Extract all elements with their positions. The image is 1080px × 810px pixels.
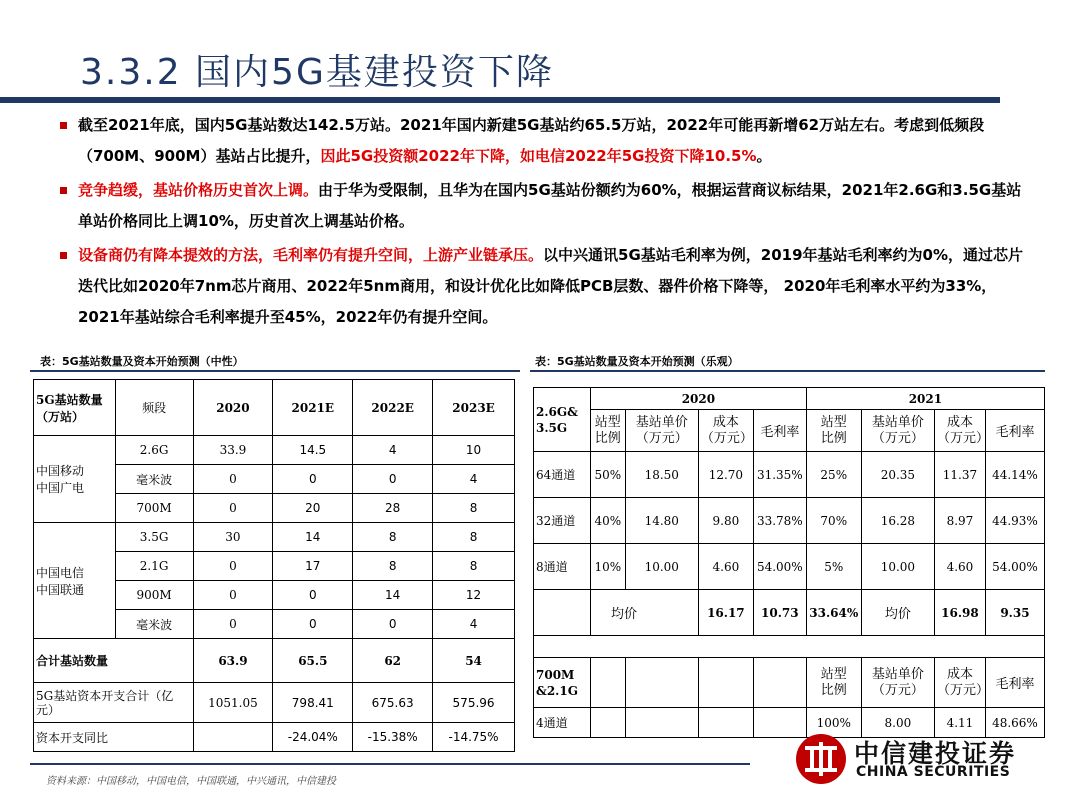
band-cell: 2.6G [115,436,193,465]
bullet-list [60,110,1035,333]
brand-logo [796,730,1026,790]
value-cell: 4.11 [935,708,986,738]
table-caption-optimistic: 表：5G基站数量及资本开始预测（乐观） [535,355,739,368]
empty-cell [625,708,698,738]
logo-english-text: CHINA SECURITIES [856,764,1011,780]
bullet-1-part-3: 。 [756,147,772,165]
value-cell: 8.00 [861,708,934,738]
value-cell: 54.00% [985,544,1044,590]
header-cell: 2022E [353,380,433,436]
table-row [534,452,1045,498]
bullet-3 [60,240,1035,333]
value-cell: 4 [433,465,515,494]
empty-cell [591,708,626,738]
value-cell: 0 [353,610,433,639]
bullet-2-part-2: 由于华为受限制，且华为在国内5G基站份额约为60%，根据运营商议标结果，2021年2.6G和3.5G基站单站价格同比上调10%，历史首次上调基站价格。 [78,181,1022,230]
sub-header: 站型 比例 [806,410,861,452]
capex-cell: 798.41 [273,683,353,723]
channel-label: 32通道 [534,498,591,544]
value-cell: 9.80 [698,498,753,544]
header-cell: 5G基站数量（万站） [34,380,116,436]
bullet-2 [60,175,1035,237]
total-cell: 63.9 [193,639,273,683]
average-cell: 16.17 [698,590,753,636]
value-cell: 4.60 [698,544,753,590]
table-header-row [34,380,515,436]
value-cell: 12.70 [698,452,753,498]
sub-header: 毛利率 [753,410,806,452]
value-cell: 33.78% [753,498,806,544]
table-row [34,436,515,465]
value-cell: 31.35% [753,452,806,498]
value-cell: 0 [193,552,273,581]
year-header: 2021 [806,388,1044,410]
value-cell: 10.00 [861,544,934,590]
sub-header: 基站单价 （万元） [861,658,934,708]
total-label: 合计基站数量 [34,639,194,683]
source-note: 资料来源：中国移动，中国电信，中国联通，中兴通讯，中信建投 [46,776,336,787]
empty-cell [625,658,698,708]
bullet-square-icon [60,187,67,194]
value-cell: 14 [273,523,353,552]
sub-header: 毛利率 [985,658,1044,708]
average-cell: 9.35 [985,590,1044,636]
value-cell: 0 [273,581,353,610]
footer-divider [30,763,750,765]
header-cell: 2021E [273,380,353,436]
band-cell: 700M [115,494,193,523]
total-row [34,639,515,683]
average-label: 均价 [861,590,934,636]
value-cell: 14 [353,581,433,610]
table-row [534,544,1045,590]
average-label: 均价 [591,590,699,636]
value-cell: 20.35 [861,452,934,498]
value-cell: 25% [806,452,861,498]
value-cell: 12 [433,581,515,610]
value-cell: 8 [433,552,515,581]
value-cell: 10 [433,436,515,465]
bullet-1-part-1: 截至2021年底，国内5G基站数达142.5万站。2021年国内新建5G基站约65.5万站，2022年可能再新增62万站左右。考虑到低频段（700M、900M）基站占比提升， [78,116,985,165]
capex-cell: 675.63 [353,683,433,723]
band-cell: 2.1G [115,552,193,581]
average-cell: 33.64% [806,590,861,636]
spacer-row [534,636,1045,658]
value-cell: 5% [806,544,861,590]
operator-cell: 中国移动 中国广电 [34,436,116,523]
value-cell: 48.66% [985,708,1044,738]
year-header-row [534,388,1045,410]
value-cell: 50% [591,452,626,498]
yoy-cell: -24.04% [273,723,353,752]
sub-header: 成本 （万元） [698,410,753,452]
value-cell: 40% [591,498,626,544]
empty-cell [698,658,753,708]
band-cell: 900M [115,581,193,610]
title-divider [0,97,1000,103]
bullet-3-part-2: 以中兴通讯5G基站毛利率为例，2019年基站毛利率约为0%，通过芯片迭代比如2020年7nm芯片商用、2022年5nm商用，和设计优化比如降低PCB层数、器件价格下降等， 2020年毛利率水平约为33%， 2021年基站综合毛利率提升至45%，2022年仍有提升空间。 [78,246,1023,326]
empty-cell [753,658,806,708]
value-cell: 0 [193,465,273,494]
yoy-cell [193,723,273,752]
value-cell: 0 [273,465,353,494]
lower-corner-cell: 700M &2.1G [534,658,591,708]
value-cell: 20 [273,494,353,523]
bullet-1-part-2: 因此5G投资额2022年下降，如电信2022年5G投资下降10.5% [320,147,757,165]
band-cell: 毫米波 [115,465,193,494]
yoy-row [34,723,515,752]
value-cell: 4 [353,436,433,465]
table-neutral [33,379,515,752]
value-cell: 4 [433,610,515,639]
caption-divider-left [30,370,520,372]
average-cell: 16.98 [935,590,986,636]
page-title: 3.3.2 国内5G基建投资下降 [80,52,554,93]
total-cell: 65.5 [273,639,353,683]
table-optimistic [533,387,1045,738]
sub-header: 成本 （万元） [935,658,986,708]
channel-label: 8通道 [534,544,591,590]
sub-header: 成本 （万元） [935,410,986,452]
value-cell: 8 [433,494,515,523]
sub-header: 基站单价 （万元） [861,410,934,452]
channel-label: 64通道 [534,452,591,498]
sub-header: 站型 比例 [591,410,626,452]
value-cell: 16.28 [861,498,934,544]
value-cell: 0 [193,581,273,610]
empty-cell [534,636,1045,658]
value-cell: 0 [353,465,433,494]
capex-label: 5G基站资本开支合计（亿元） [34,683,194,723]
band-cell: 毫米波 [115,610,193,639]
yoy-cell: -15.38% [353,723,433,752]
bullet-3-part-1: 设备商仍有降本提效的方法，毛利率仍有提升空间，上游产业链承压。 [78,246,544,264]
value-cell: 0 [193,494,273,523]
value-cell: 8 [433,523,515,552]
year-header: 2020 [591,388,807,410]
value-cell: 8.97 [935,498,986,544]
caption-divider-right [530,370,1045,372]
value-cell: 17 [273,552,353,581]
value-cell: 100% [806,708,861,738]
channel-label: 4通道 [534,708,591,738]
header-cell: 频段 [115,380,193,436]
band-cell: 3.5G [115,523,193,552]
value-cell: 30 [193,523,273,552]
sub-header: 毛利率 [985,410,1044,452]
value-cell: 0 [273,610,353,639]
value-cell: 14.80 [625,498,698,544]
corner-cell: 2.6G& 3.5G [534,388,591,452]
value-cell: 33.9 [193,436,273,465]
sub-header: 站型 比例 [806,658,861,708]
average-cell: 10.73 [753,590,806,636]
value-cell: 4.60 [935,544,986,590]
bullet-square-icon [60,252,67,259]
operator-cell: 中国电信 中国联通 [34,523,116,639]
empty-cell [591,658,626,708]
value-cell: 10% [591,544,626,590]
value-cell: 70% [806,498,861,544]
capex-cell: 575.96 [433,683,515,723]
header-cell: 2020 [193,380,273,436]
total-cell: 54 [433,639,515,683]
value-cell: 8 [353,552,433,581]
yoy-cell: -14.75% [433,723,515,752]
value-cell: 8 [353,523,433,552]
sub-header: 基站单价 （万元） [625,410,698,452]
china-securities-logo-icon [796,734,846,784]
capex-cell: 1051.05 [193,683,273,723]
bullet-square-icon [60,122,67,129]
value-cell: 44.14% [985,452,1044,498]
value-cell: 14.5 [273,436,353,465]
value-cell: 44.93% [985,498,1044,544]
bullet-1 [60,110,1035,172]
table-caption-neutral: 表：5G基站数量及资本开始预测（中性） [40,355,244,368]
average-row [534,590,1045,636]
sub-header-row [534,410,1045,452]
value-cell: 28 [353,494,433,523]
total-cell: 62 [353,639,433,683]
table-row [34,523,515,552]
header-cell: 2023E [433,380,515,436]
value-cell: 10.00 [625,544,698,590]
empty-cell [698,708,753,738]
value-cell: 0 [193,610,273,639]
empty-cell [534,590,591,636]
table-row [534,498,1045,544]
capex-row [34,683,515,723]
lower-header-row [534,658,1045,708]
logo-chinese-text: 中信建投证券 [854,739,1017,768]
value-cell: 18.50 [625,452,698,498]
bullet-2-part-1: 竞争趋缓，基站价格历史首次上调。 [78,181,319,199]
value-cell: 11.37 [935,452,986,498]
value-cell: 54.00% [753,544,806,590]
yoy-label: 资本开支同比 [34,723,194,752]
